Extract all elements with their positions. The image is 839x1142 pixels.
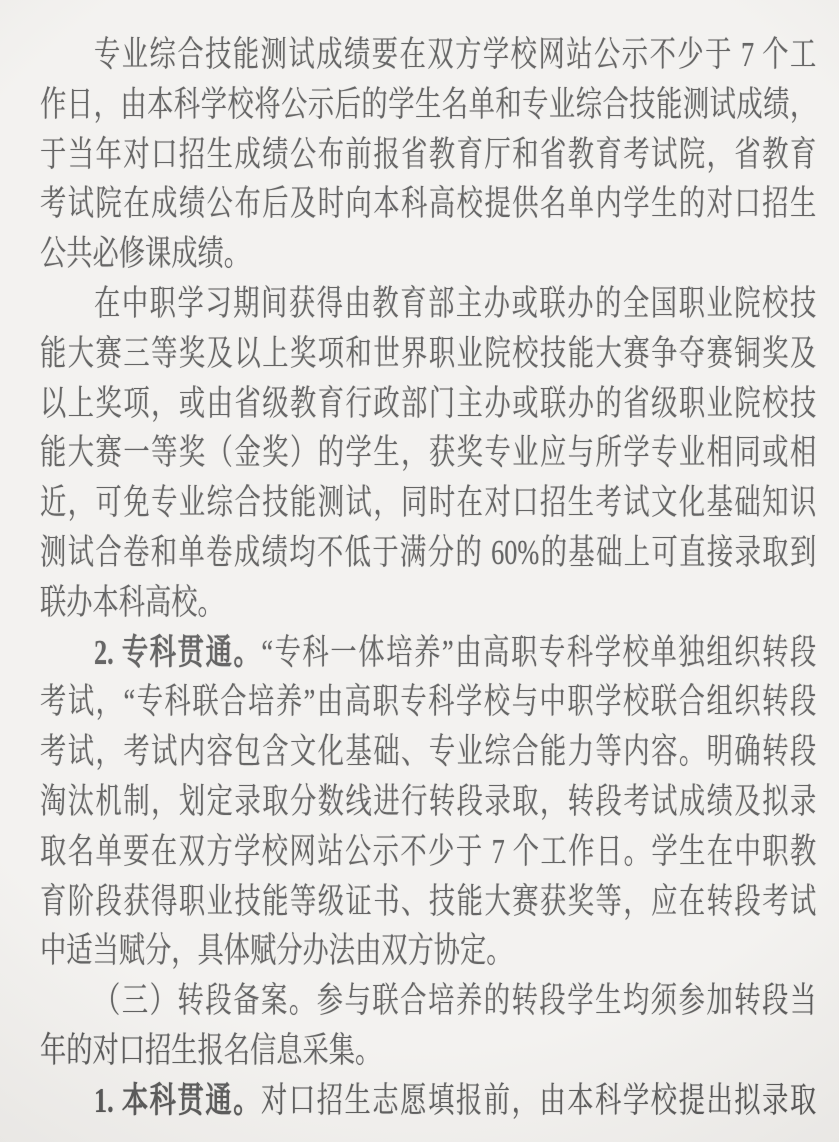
item-heading-benke-guantong: 1. 本科贯通。 [94, 1080, 262, 1120]
text-line: 公共必修课成绩。 [40, 234, 251, 274]
text-line: 育阶段获得职业技能等级证书、技能大赛获奖等，应在转段考试 [40, 881, 817, 921]
paragraph [40, 30, 816, 279]
text-line: 专业综合技能测试成绩要在双方学校网站公示不少于 7 个工 [94, 35, 817, 74]
text-line: 淘汰机制，划定录取分数线进行转段录取，转段考试成绩及拟录 [40, 781, 817, 821]
text-line: 联办本科高校。 [40, 582, 224, 622]
text-line: 于当年对口招生成绩公布前报省教育厅和省教育考试院，省教育 [40, 134, 817, 174]
text-line: （三）转段备案。参与联合培养的转段学生均须参加转段当 [94, 981, 817, 1021]
text-line: 能大赛一等奖（金奖）的学生，获奖专业应与所学专业相同或相 [40, 433, 817, 473]
paragraph [40, 279, 816, 628]
text-line: 年的对口招生报名信息采集。 [40, 1030, 382, 1070]
text-line: 取名单要在双方学校网站公示不少于 7 个工作日。学生在中职教 [40, 831, 817, 871]
item-heading-zhuanke-guantong: 2. 专科贯通。 [94, 632, 262, 672]
text-line: 能大赛三等奖及以上奖项和世界职业院校技能大赛争夺赛铜奖及 [40, 333, 817, 373]
text-line: 考试，“专科联合培养”由高职专科学校与中职学校联合组织转段 [40, 682, 817, 722]
paragraph [40, 628, 816, 977]
text-line: 考试院在成绩公布后及时向本科高校提供名单内学生的对口招生 [40, 184, 817, 224]
text-line [40, 628, 816, 678]
text-line: 以上奖项，或由省级教育行政部门主办或联办的省级职业院校技 [40, 383, 817, 423]
paragraph [40, 976, 816, 1076]
text-run: “专科一体培养”由高职专科学校单独组织转段 [261, 632, 817, 672]
text-line: 测试合卷和单卷成绩均不低于满分的 60%的基础上可直接录取到 [40, 532, 817, 572]
text-line [40, 1076, 816, 1126]
text-line: 中适当赋分，具体赋分办法由双方协定。 [40, 931, 513, 971]
text-line: 近，可免专业综合技能测试，同时在对口招生考试文化基础知识 [40, 483, 817, 523]
document-page [40, 30, 816, 1126]
text-line: 考试，考试内容包含文化基础、专业综合能力等内容。明确转段 [40, 732, 817, 772]
paragraph [40, 1076, 816, 1126]
text-line: 作日，由本科学校将公示后的学生名单和专业综合技能测试成绩， [40, 84, 817, 124]
text-line: 在中职学习期间获得由教育部主办或联办的全国职业院校技 [94, 283, 817, 323]
text-run: 对口招生志愿填报前，由本科学校提出拟录取 [261, 1080, 817, 1120]
